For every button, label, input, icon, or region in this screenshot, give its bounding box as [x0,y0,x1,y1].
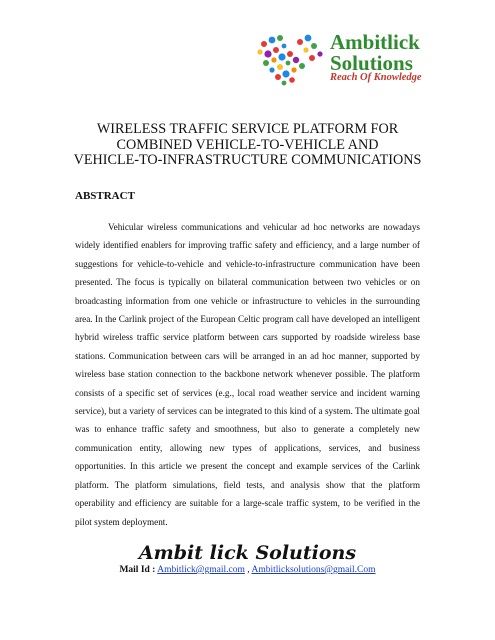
abstract-heading: ABSTRACT [75,190,135,202]
email-link-1[interactable]: Ambitlick@gmail.com [157,565,245,575]
logo-tagline: Reach Of Knowledge [330,72,422,83]
logo-wordmark [330,32,420,74]
title-line-2: COMBINED VEHICLE-TO-VEHICLE AND [116,136,379,153]
logo-line1: Ambitlick [330,30,420,54]
email-link-2[interactable]: Ambitlicksolutions@gmail.Com [251,565,376,575]
company-logo [254,30,444,90]
title-line-3: VEHICLE-TO-INFRASTRUCTURE COMMUNICATIONS [73,152,422,168]
email-separator: , [244,565,252,575]
logo-line2: Solutions [330,51,413,75]
mail-line [0,565,495,575]
mail-label: Mail Id : [119,565,156,575]
document-title [40,122,455,169]
abstract-body: Vehicular wireless communications and vehicular ad hoc networks are nowadays widely identified enablers for improving traffic safety and efficiency, and a large number of suggestions for vehicle-to-vehicle and vehicle-to-infrastructure communication have been presented. The focus is typically on bilateral communication between two vehicles or on broadcasting information from one vehicle or infrastructure to vehicles in the surrounding area. In the Carlink project of the European Celtic program call have developed an intelligent hybrid wireless traffic service platform between cars supported by roadside wireless base stations. Communication between cars will be arranged in an ad hoc manner, supported by wireless base station connection to the backbone network whenever possible. The platform consists of a specific set of services (e.g., local road weather service and incident warning service), but a variety of services can be integrated to this kind of a system. The ultimate goal was to enhance traffic safety and smoothness, but also to generate a completely new communication entity, allowing new types of applications, services, and business opportunities. In this article we present the concept and example services of the Carlink platform. The platform simulations, field tests, and analysis show that the platform operability and efficiency are suitable for a large-scale traffic system, to be verified in the pilot system deployment. [75,222,420,527]
logo-dots-icon [254,30,328,90]
footer-brand: Ambit lick Solutions [138,542,357,564]
title-line-1: WIRELESS TRAFFIC SERVICE PLATFORM FOR [96,121,399,137]
